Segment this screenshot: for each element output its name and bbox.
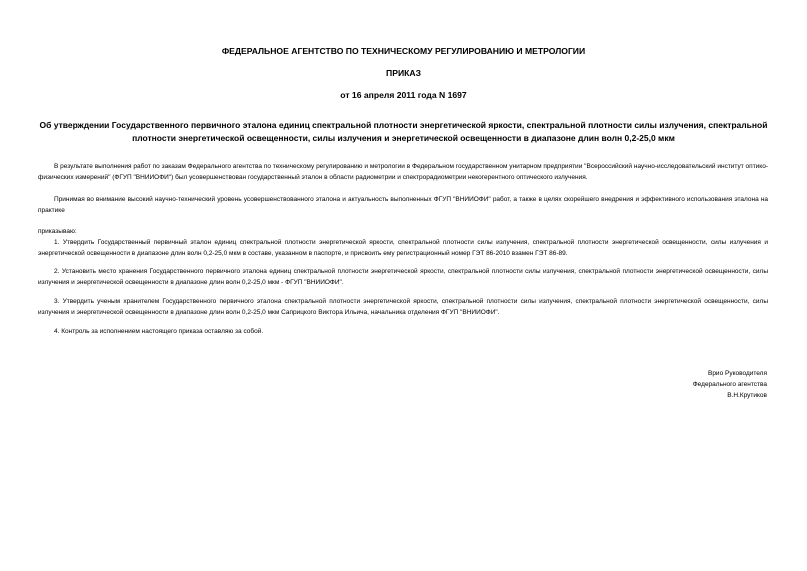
signature-block [567, 368, 767, 401]
signature-name: В.Н.Крутиков [727, 392, 767, 399]
considering-paragraph: Принимая во внимание высокий научно-технический уровень усовершенствованного эталона и актуальность выполненных ФГУП "ВНИИОФИ" работ, а также в целях скорейшего внедрения и эффективного использования эталона на практике [38, 196, 768, 214]
signature-position-line1: Врио Руководителя [707, 370, 767, 377]
date-number-line: от 16 апреля 2011 года N 1697 [340, 90, 467, 100]
agency-heading: ФЕДЕРАЛЬНОЕ АГЕНТСТВО ПО ТЕХНИЧЕСКОМУ РЕГУЛИРОВАНИЮ И МЕТРОЛОГИИ [221, 46, 586, 56]
order-item-2: 2. Установить место хранения Государственного первичного эталона единиц спектральной плотности энергетической яркости, спектральной плотности силы излучения, спектральной плотности энергетической освещенности, силы излучения и энергетической освещенности в диапазоне длин волн 0,2-25,0 мкм - ФГУП "ВНИИОФИ". [38, 268, 768, 286]
document-title: Об утверждении Государственного первичного эталона единиц спектральной плотности энергетической яркости, спектральной плотности силы излучения, спектральной плотности энергетической освещенности, силы излучения и энергетической освещенности в диапазоне длин волн 0,2-25,0 мкм [39, 120, 768, 143]
doc-type-heading: ПРИКАЗ [386, 68, 421, 78]
order-word: приказываю: [38, 228, 77, 235]
signature-position-line2: Федерального агентства [692, 381, 767, 388]
order-item-3: 3. Утвердить ученым хранителем Государственного первичного эталона спектральной плотности энергетической яркости, спектральной плотности силы излучения, спектральной плотности энергетической освещенности, силы излучения и энергетической освещенности в диапазоне длин волн 0,2-25,0 мкм Саприцкого Виктора Ильича, начальника отделения ФГУП "ВНИИОФИ". [38, 298, 768, 316]
order-item-4: 4. Контроль за исполнением настоящего приказа оставляю за собой. [54, 328, 264, 335]
intro-paragraph: В результате выполнения работ по заказам Федерального агентства по техническому регулированию и метрологии в Федеральном государственном унитарном предприятии "Всероссийский научно-исследовательский институт оптико-физических измерений" (ФГУП "ВНИИОФИ") был усовершенствован государственный эталон в области радиометрии и спектрорадиометрии некогерентного оптического излучения. [38, 163, 768, 181]
order-item-1: 1. Утвердить Государственный первичный эталон единиц спектральной плотности энергетической яркости, спектральной плотности силы излучения, спектральной плотности энергетической освещенности, силы излучения и энергетической освещенности в диапазоне длин волн 0,2-25,0 мкм в составе, указанном в паспорте, и присвоить ему регистрационный номер ГЭТ 86-2010 взамен ГЭТ 86-89. [38, 239, 768, 257]
